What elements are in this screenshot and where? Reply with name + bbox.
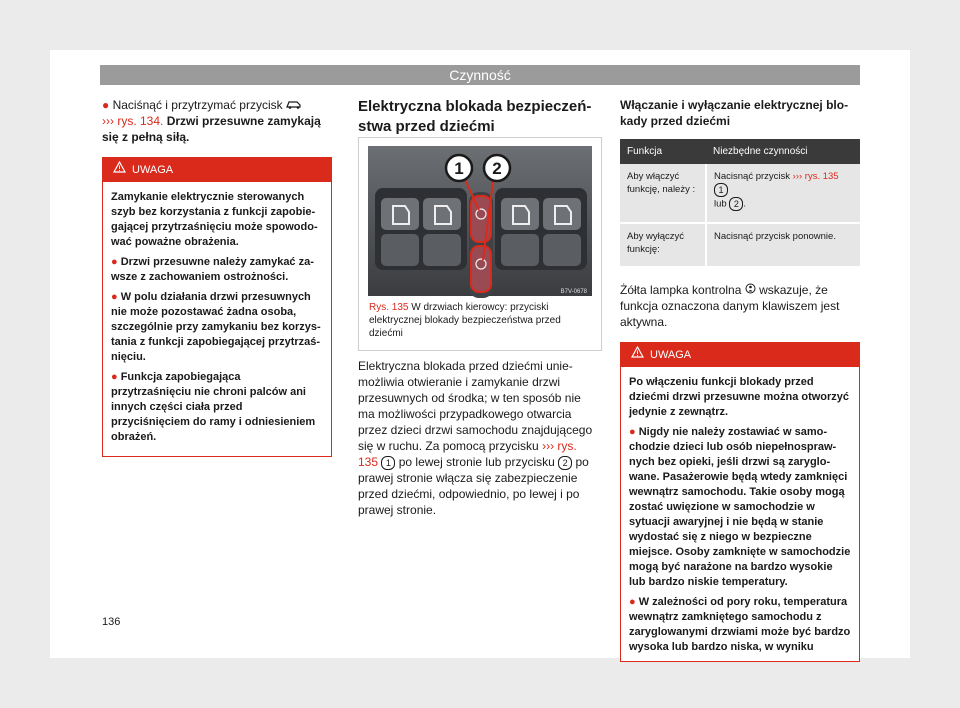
table-cell: Nacisnąć przycisk ponownie. (706, 223, 860, 267)
warning-bullet-text: Drzwi przesuwne należy zamykać zawsze z zachowaniem ostrożności. (111, 256, 314, 283)
warning-body (103, 182, 331, 456)
bullet-icon: ● (629, 596, 639, 608)
callout-label-2: 2 (492, 159, 502, 178)
column-1 (102, 97, 332, 457)
lamp-paragraph (620, 282, 860, 330)
table-cell-text: lub (714, 198, 727, 210)
bullet-icon: ● (629, 426, 639, 438)
table-figure-ref[interactable]: ››› rys. 135 (792, 171, 839, 182)
lamp-text: Żółta lampka kontrolna (620, 283, 742, 297)
page-number: 136 (102, 616, 121, 628)
figure-135 (358, 137, 602, 351)
intro-text: Naciśnąć i przytrzymać przycisk (112, 98, 283, 112)
figure-caption-ref: Rys. 135 (369, 302, 409, 313)
warning-bullet (629, 425, 851, 590)
bullet-icon: ● (111, 291, 121, 303)
intro-bold-text: Drzwi przesuwne zamykają się z pełną siłą. (102, 114, 321, 144)
item-number-badge: 2 (729, 197, 743, 211)
body-figure-ref[interactable]: ››› rys. 135 (358, 439, 577, 469)
callout-label-1: 1 (454, 159, 464, 178)
warning-bullet (629, 595, 851, 655)
warning-header (103, 158, 331, 182)
car-door-icon (286, 98, 302, 112)
warning-body (621, 367, 859, 661)
item-number-badge: 1 (714, 183, 728, 197)
table-header-cell: Niezbędne czynności (706, 139, 860, 164)
intro-paragraph (102, 97, 332, 145)
child-lock-icon (745, 283, 759, 297)
lamp-text: wskazuje, że funkcja oznaczona danym klawiszem jest aktywna. (620, 283, 840, 329)
window-switch-illustration (359, 138, 601, 298)
table-row (620, 223, 860, 267)
warning-bullet (111, 370, 323, 445)
body-text: Elektryczna blokada przed dziećmi uniemożliwia otwieranie i zamykanie drzwi przesuwnych od środka; w ten sposób nie ma możliwości przypadkowego otwarcia przez dzieci drzwi samochodu znajdującego się w ruchu. Za pomocą przycisku (358, 359, 593, 453)
bullet-icon: ● (102, 98, 110, 112)
warning-bullet-text: Funkcja zapobiegająca przytrzaśnięciu nie chroni palców ani innych części ciała przed przyciśnięciem do ramy i odniesieniem obrażeń. (111, 371, 316, 443)
section-heading: Włączanie i wyłączanie elektrycznej blokady przed dziećmi (620, 98, 849, 128)
table-header-row (620, 139, 860, 164)
warning-bullet (111, 255, 323, 285)
bullet-icon: ● (111, 256, 121, 268)
warning-bullet-text: W zależności od pory roku, temperatura wewnątrz zamkniętego samochodu z zaryglowanymi drzwiami może być bardzo wysoka lub bardzo niska, w wyniku (629, 596, 851, 653)
warning-lead: Zamykanie elektrycznie sterowanych szyb bez korzystania z funkcji zapobiegającej przytrzaśnięciu może spowodować poważne obrażenia. (111, 191, 318, 248)
warning-bullet-text: Nigdy nie należy zostawiać w samochodzie dzieci lub osób niepełnosprawnych bez opieki, jeśli drzwi są zaryglowane. Pasażerowie będą wtedy zamknięci wewnątrz samochodu. Takie osoby mogą zostać uwięzione w samochodzie w sytuacji awaryjnej i nie będą w stanie wydostać się z niego w bezpieczne miejsce. Osoby zamknięte w samochodzie mogą być narażone na bardzo wysokie lub bardzo niskie temperatury. (629, 426, 851, 588)
warning-triangle-icon (113, 158, 126, 182)
column-3 (620, 97, 860, 662)
warning-header (621, 343, 859, 367)
table-cell: Aby wyłączyć funkcję: (620, 223, 706, 267)
warning-triangle-icon (631, 343, 644, 367)
warning-box-1 (102, 157, 332, 457)
warning-label: UWAGA (650, 349, 692, 361)
item-number-badge: 2 (558, 456, 572, 470)
table-header-cell: Funkcja (620, 139, 706, 164)
figure-code: B7V-0678 (560, 289, 587, 295)
item-number-badge: 1 (381, 456, 395, 470)
function-table (620, 139, 860, 268)
table-cell: Nacisnąć przycisk ››› rys. 135 1 lub 2 . (706, 164, 860, 223)
table-cell-text: Nacisnąć przycisk (714, 171, 791, 182)
bullet-icon: ● (111, 371, 121, 383)
warning-box-2 (620, 342, 860, 662)
warning-bullet (111, 290, 323, 365)
figure-caption-text: W drzwiach kierowcy: przyciski elektrycznej blokady bezpieczeństwa przed dziećmi (369, 302, 561, 339)
body-paragraph (358, 358, 600, 518)
warning-lead: Po włączeniu funkcji blokady przed dziećmi drzwi przesuwne można otworzyć jedynie z zewnątrz. (629, 376, 850, 418)
column-2 (358, 97, 600, 141)
figure-caption (369, 301, 591, 340)
intro-figure-ref[interactable]: ››› rys. 134. (102, 114, 164, 128)
table-row (620, 164, 860, 223)
warning-bullet-text: W polu działania drzwi przesuwnych nie może pozostawać żadna osoba, szczególnie przy zamykaniu bez korzystania z funkcji zapobiegającej przytrzaśnięciu. (111, 291, 321, 363)
section-heading: Elektryczna blokada bezpieczeństwa przed dziećmi (358, 98, 592, 135)
page-header: Czynność (100, 65, 860, 85)
warning-label: UWAGA (132, 164, 174, 176)
table-cell: Aby włączyć funkcję, należy : (620, 164, 706, 223)
body-text: po lewej stronie lub przycisku (398, 455, 555, 469)
body-text: po prawej stronie włącza się zabezpieczenie przed dziećmi, odpowiednio, po lewej i po prawej stronie. (358, 455, 589, 517)
